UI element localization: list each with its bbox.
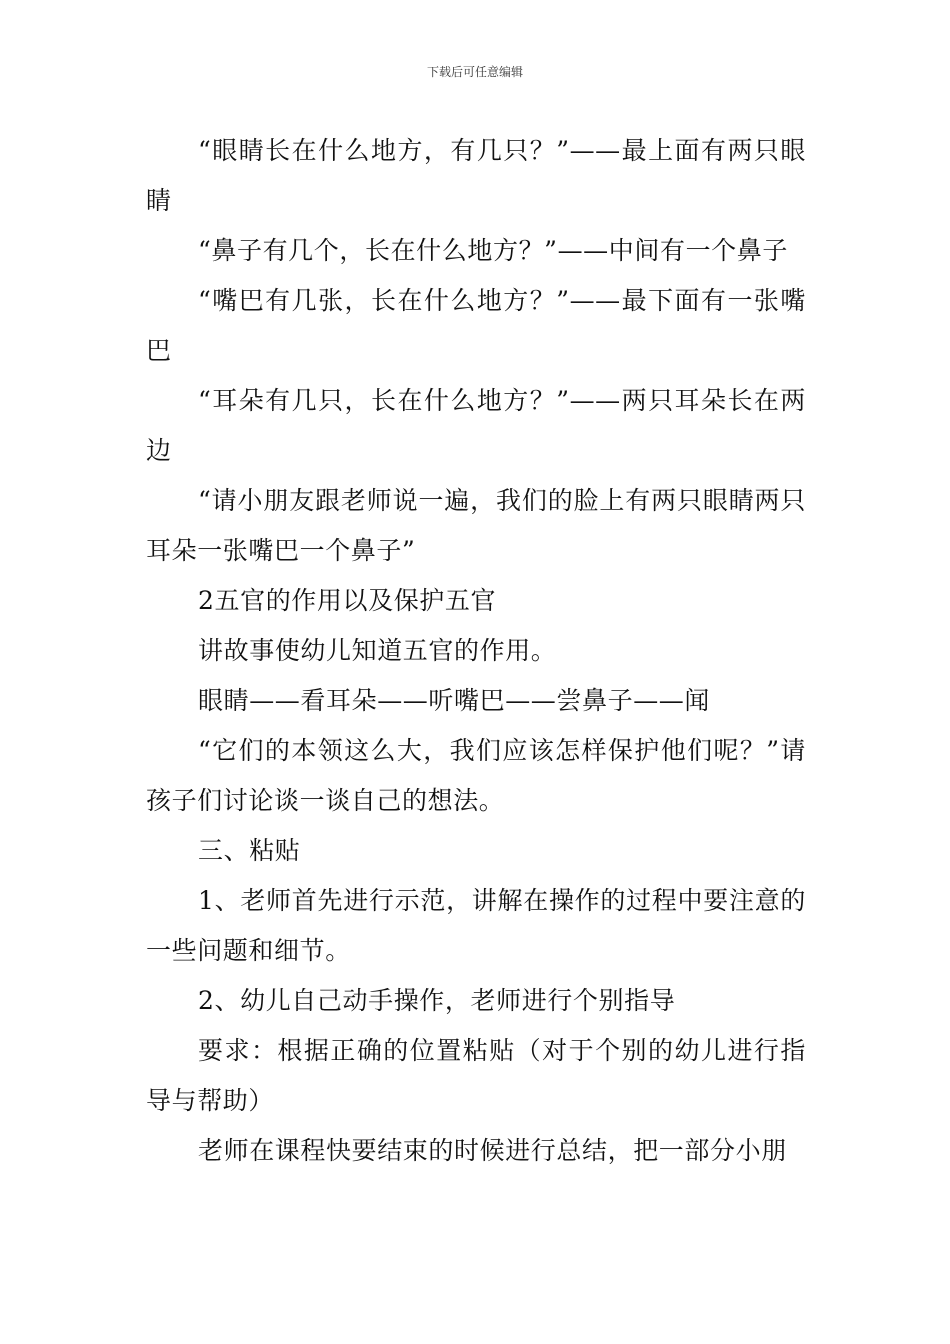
paragraph-summary: 老师在课程快要结束的时候进行总结，把一部分小朋 <box>198 1136 787 1165</box>
paragraph-demo: 1、老师首先进行示范，讲解在操作的过程中要注意的一些问题和细节。 <box>146 886 806 965</box>
section-heading-functions: 2五官的作用以及保护五官 <box>198 586 497 615</box>
paragraph-ears: “耳朵有几只，长在什么地方？”——两只耳朵长在两边 <box>146 386 806 465</box>
paragraph-senses: 眼睛——看耳朵——听嘴巴——尝鼻子——闻 <box>198 686 711 715</box>
section-heading-paste: 三、粘贴 <box>198 836 301 865</box>
paragraph-repeat: “请小朋友跟老师说一遍，我们的脸上有两只眼睛两只耳朵一张嘴巴一个鼻子” <box>146 486 806 565</box>
document-body <box>146 126 806 1176</box>
paragraph-story: 讲故事使幼儿知道五官的作用。 <box>198 636 557 665</box>
paragraph-nose: “鼻子有几个，长在什么地方？”——中间有一个鼻子 <box>198 236 788 265</box>
paragraph-protect: “它们的本领这么大，我们应该怎样保护他们呢？”请孩子们讨论谈一谈自己的想法。 <box>146 736 806 815</box>
paragraph-practice: 2、幼儿自己动手操作，老师进行个别指导 <box>198 986 676 1015</box>
paragraph-mouth: “嘴巴有几张，长在什么地方？”——最下面有一张嘴巴 <box>146 286 806 365</box>
page-header: 下载后可任意编辑 <box>426 65 523 79</box>
paragraph-requirement: 要求：根据正确的位置粘贴（对于个别的幼儿进行指导与帮助） <box>146 1036 806 1115</box>
paragraph-eyes: “眼睛长在什么地方，有几只？”——最上面有两只眼睛 <box>146 136 806 215</box>
